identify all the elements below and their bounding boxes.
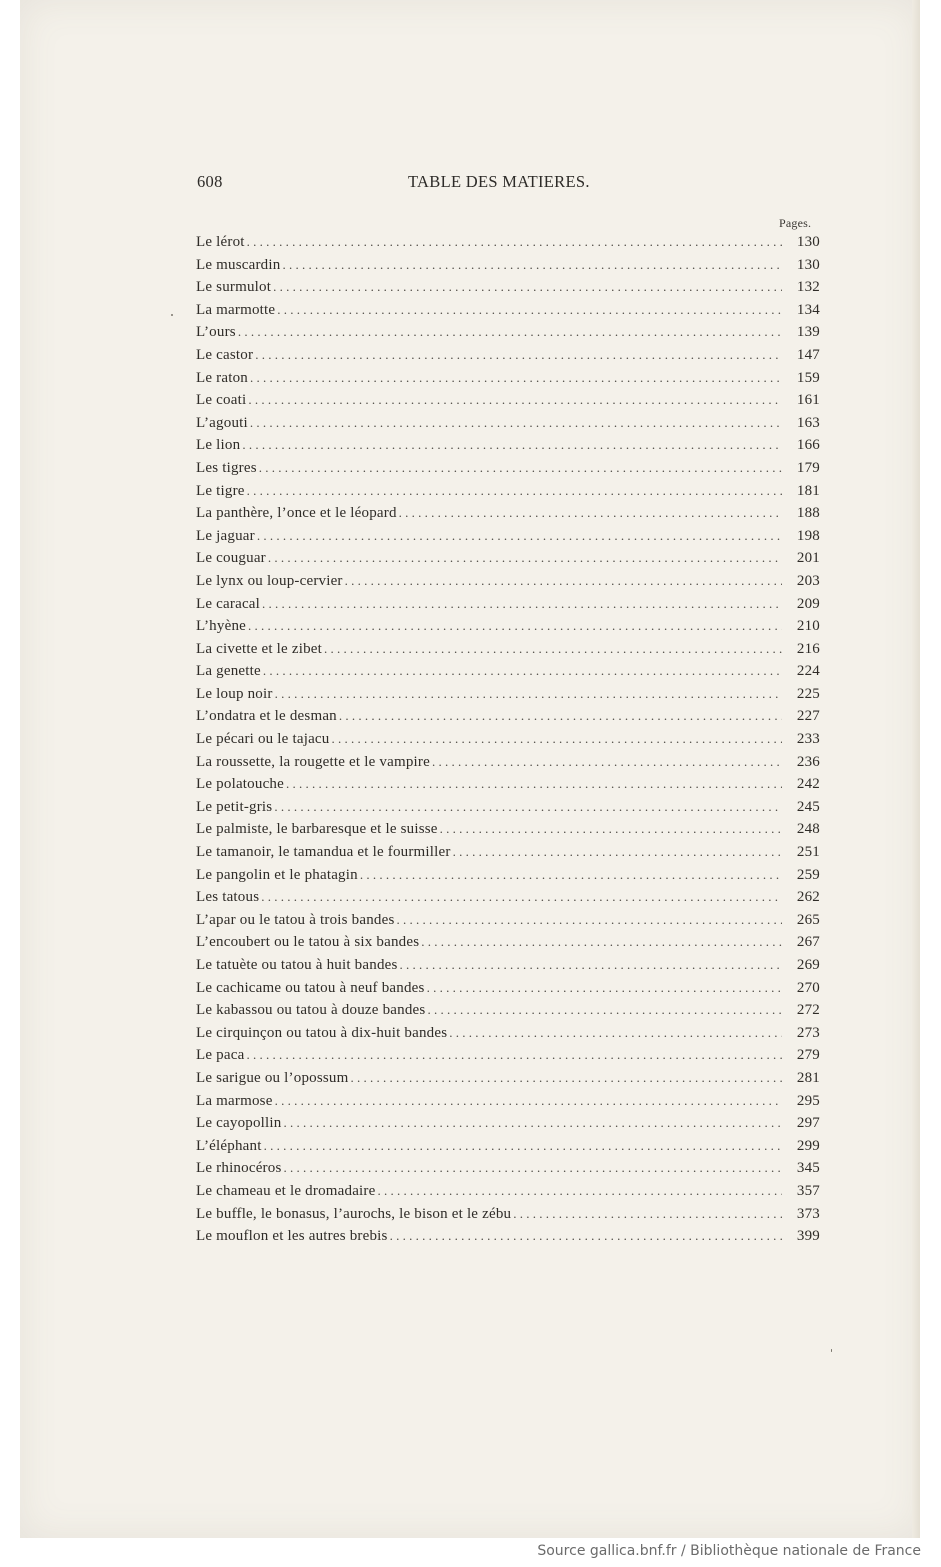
toc-entry — [196, 370, 820, 393]
toc-entry — [196, 663, 820, 686]
toc-entry-title: L’agouti — [196, 414, 248, 431]
dot-leader — [264, 1138, 782, 1154]
page-number: 608 — [197, 172, 223, 191]
toc-entry — [196, 889, 820, 912]
toc-entry — [196, 415, 820, 438]
toc-entry-title: Le paca — [196, 1047, 245, 1064]
dot-leader — [268, 550, 782, 566]
toc-entry — [196, 257, 820, 280]
dot-leader — [275, 686, 782, 702]
toc-entry-page: 273 — [796, 1024, 820, 1041]
dot-leader — [250, 415, 782, 431]
toc-entry — [196, 980, 820, 1003]
toc-entry-title: Le kabassou ou tatou à douze bandes — [196, 1002, 426, 1019]
toc-entry-page: 130 — [796, 256, 820, 273]
toc-entry-page: 399 — [796, 1228, 820, 1245]
toc-entry — [196, 573, 820, 596]
toc-entry-page: 345 — [796, 1160, 820, 1177]
pages-column-label: Pages. — [779, 216, 812, 230]
toc-entry — [196, 1206, 820, 1229]
toc-entry-page: 134 — [796, 301, 820, 318]
dot-leader — [339, 708, 782, 724]
toc-entry-title: Le tamanoir, le tamandua et le fourmiller — [196, 844, 451, 861]
page-title: TABLE DES MATIERES. — [408, 172, 590, 191]
toc-entry-title: Les tatous — [196, 889, 260, 906]
table-of-contents — [196, 234, 820, 1251]
toc-entry — [196, 731, 820, 754]
toc-entry — [196, 1228, 820, 1251]
toc-entry-page: 159 — [796, 369, 820, 386]
toc-entry — [196, 1183, 820, 1206]
toc-entry-page: 297 — [796, 1115, 820, 1132]
toc-entry — [196, 1160, 820, 1183]
toc-entry — [196, 347, 820, 370]
toc-entry — [196, 867, 820, 890]
toc-entry-title: La marmose — [196, 1092, 273, 1109]
toc-entry-title: Le tatuète ou tatou à huit bandes — [196, 957, 398, 973]
toc-entry-title: Le lynx ou loup-cervier — [196, 572, 343, 589]
paper-speck — [831, 1349, 832, 1352]
toc-entry-page: 279 — [796, 1047, 820, 1064]
toc-entry-page: 269 — [796, 957, 820, 973]
toc-entry-title: L’ondatra et le desman — [196, 708, 337, 725]
dot-leader — [440, 821, 782, 837]
toc-entry — [196, 754, 820, 777]
dot-leader — [332, 731, 783, 747]
toc-entry — [196, 912, 820, 935]
toc-entry — [196, 234, 820, 257]
toc-entry-title: La civette et le zibet — [196, 640, 322, 657]
toc-entry — [196, 1002, 820, 1025]
toc-entry-page: 272 — [796, 1002, 820, 1019]
toc-entry-page: 130 — [796, 234, 820, 250]
toc-entry-page: 227 — [796, 708, 820, 725]
toc-entry-title: Le pangolin et le phatagin — [196, 866, 358, 883]
toc-entry-title: L’éléphant — [196, 1137, 262, 1154]
dot-leader — [273, 279, 782, 295]
toc-entry-title: Le rhinocéros — [196, 1160, 282, 1177]
dot-leader — [284, 1115, 783, 1131]
toc-entry-page: 132 — [796, 279, 820, 296]
dot-leader — [283, 1160, 782, 1176]
toc-entry-page: 259 — [796, 866, 820, 883]
toc-entry-page: 203 — [796, 572, 820, 589]
dot-leader — [263, 663, 782, 679]
dot-leader — [399, 505, 782, 521]
dot-leader — [432, 754, 782, 770]
dot-leader — [427, 1002, 782, 1018]
toc-entry-title: Le buffle, le bonasus, l’aurochs, le bison et le zébu — [196, 1205, 512, 1222]
dot-leader — [390, 1228, 782, 1244]
toc-entry-page: 248 — [796, 821, 820, 838]
toc-entry — [196, 483, 820, 506]
dot-leader — [449, 1025, 782, 1041]
toc-entry-title: Le cirquinçon ou tatou à dix-huit bandes — [196, 1024, 448, 1041]
toc-entry-page: 181 — [796, 482, 820, 499]
toc-entry-page: 161 — [796, 392, 820, 409]
toc-entry-page: 262 — [796, 889, 820, 906]
toc-entry-page: 139 — [796, 324, 820, 341]
dot-leader — [246, 1047, 782, 1063]
toc-entry-page: 163 — [796, 414, 820, 431]
toc-entry-title: L’hyène — [196, 618, 246, 635]
dot-leader — [274, 799, 782, 815]
toc-entry — [196, 528, 820, 551]
toc-entry-page: 251 — [796, 844, 820, 861]
toc-entry — [196, 844, 820, 867]
dot-leader — [286, 776, 782, 792]
toc-entry — [196, 1025, 820, 1048]
dot-leader — [277, 302, 782, 318]
toc-entry — [196, 279, 820, 302]
dot-leader — [453, 844, 782, 860]
toc-entry-page: 147 — [796, 346, 820, 363]
toc-entry-page: 373 — [796, 1205, 820, 1222]
toc-entry-page: 224 — [796, 663, 820, 680]
page-edge-shadow — [912, 0, 920, 1538]
dot-leader — [248, 392, 782, 408]
toc-entry-title: Le chameau et le dromadaire — [196, 1182, 376, 1199]
toc-entry-title: Le palmiste, le barbaresque et le suisse — [196, 821, 438, 838]
toc-entry-title: La roussette, la rougette et le vampire — [196, 753, 430, 770]
toc-entry-title: Le loup noir — [196, 685, 273, 702]
toc-entry — [196, 708, 820, 731]
toc-entry-title: Le surmulot — [196, 279, 272, 296]
toc-entry-page: 236 — [796, 753, 820, 770]
toc-entry-page: 270 — [796, 979, 820, 996]
dot-leader — [400, 957, 782, 973]
toc-entry — [196, 324, 820, 347]
toc-entry-page: 245 — [796, 798, 820, 815]
toc-entry — [196, 1047, 820, 1070]
toc-entry-title: Le lérot — [196, 234, 245, 250]
dot-leader — [247, 483, 782, 499]
toc-entry-title: L’encoubert ou le tatou à six bandes — [196, 934, 420, 951]
dot-leader — [421, 934, 782, 950]
dot-leader — [255, 347, 782, 363]
toc-entry-page: 209 — [796, 595, 820, 612]
toc-entry — [196, 1115, 820, 1138]
toc-entry-title: Le coati — [196, 392, 247, 409]
source-attribution: Source gallica.bnf.fr / Bibliothèque nationale de France — [537, 1543, 921, 1559]
dot-leader — [275, 1093, 782, 1109]
toc-entry-title: La panthère, l’once et le léopard — [196, 505, 397, 522]
dot-leader — [397, 912, 783, 928]
toc-entry-page: 265 — [796, 911, 820, 928]
toc-entry — [196, 1070, 820, 1093]
toc-entry-title: La marmotte — [196, 301, 276, 318]
toc-entry — [196, 776, 820, 799]
dot-leader — [345, 573, 782, 589]
toc-entry — [196, 618, 820, 641]
dot-leader — [377, 1183, 782, 1199]
toc-entry — [196, 934, 820, 957]
dot-leader — [427, 980, 782, 996]
toc-entry — [196, 392, 820, 415]
dot-leader — [324, 641, 782, 657]
dot-leader — [250, 370, 782, 386]
toc-entry-page: 233 — [796, 731, 820, 748]
toc-entry-title: Le polatouche — [196, 776, 284, 793]
toc-entry-page: 357 — [796, 1182, 820, 1199]
dot-leader — [248, 618, 782, 634]
dot-leader — [513, 1206, 782, 1222]
dot-leader — [351, 1070, 783, 1086]
dot-leader — [242, 437, 782, 453]
toc-entry-title: Le caracal — [196, 595, 261, 612]
toc-entry — [196, 437, 820, 460]
toc-entry — [196, 799, 820, 822]
toc-entry-title: Le castor — [196, 346, 254, 363]
dot-leader — [282, 257, 782, 273]
toc-entry-title: La genette — [196, 663, 261, 680]
paper-speck — [171, 314, 173, 316]
dot-leader — [262, 596, 782, 612]
toc-entry-title: Le pécari ou le tajacu — [196, 731, 330, 748]
toc-entry-title: Le mouflon et les autres brebis — [196, 1228, 388, 1245]
toc-entry — [196, 460, 820, 483]
toc-entry-page: 179 — [796, 459, 820, 476]
toc-entry — [196, 505, 820, 528]
dot-leader — [261, 889, 782, 905]
toc-entry-title: L’apar ou le tatou à trois bandes — [196, 911, 395, 928]
toc-entry-title: Le couguar — [196, 550, 266, 567]
toc-entry-title: Le petit-gris — [196, 798, 273, 815]
dot-leader — [247, 234, 782, 250]
dot-leader — [257, 528, 782, 544]
toc-entry-title: Le lion — [196, 437, 241, 454]
toc-entry-page: 210 — [796, 618, 820, 635]
toc-entry-title: Le tigre — [196, 482, 245, 499]
toc-entry-page: 201 — [796, 550, 820, 567]
toc-entry-page: 281 — [796, 1069, 820, 1086]
toc-entry-title: Le raton — [196, 369, 248, 386]
toc-entry — [196, 957, 820, 980]
toc-entry-page: 242 — [796, 776, 820, 793]
toc-entry-page: 225 — [796, 685, 820, 702]
toc-entry-title: Les tigres — [196, 459, 257, 476]
toc-entry — [196, 641, 820, 664]
toc-entry — [196, 550, 820, 573]
toc-entry-title: Le sarigue ou l’opossum — [196, 1069, 349, 1086]
toc-entry-page: 198 — [796, 527, 820, 544]
toc-entry-title: Le muscardin — [196, 256, 281, 273]
toc-entry-title: Le cayopollin — [196, 1115, 282, 1132]
toc-entry — [196, 1093, 820, 1116]
toc-entry-page: 295 — [796, 1092, 820, 1109]
toc-entry-title: Le jaguar — [196, 527, 255, 544]
toc-entry-page: 216 — [796, 640, 820, 657]
toc-entry-page: 166 — [796, 437, 820, 454]
toc-entry-page: 188 — [796, 505, 820, 522]
dot-leader — [238, 324, 782, 340]
toc-entry-title: L’ours — [196, 324, 236, 341]
dot-leader — [259, 460, 782, 476]
toc-entry — [196, 302, 820, 325]
toc-entry — [196, 596, 820, 619]
toc-entry-page: 299 — [796, 1137, 820, 1154]
toc-entry — [196, 686, 820, 709]
toc-entry-title: Le cachicame ou tatou à neuf bandes — [196, 979, 425, 996]
dot-leader — [360, 867, 782, 883]
toc-entry — [196, 1138, 820, 1161]
running-head — [197, 172, 623, 196]
toc-entry — [196, 821, 820, 844]
toc-entry-page: 267 — [796, 934, 820, 951]
